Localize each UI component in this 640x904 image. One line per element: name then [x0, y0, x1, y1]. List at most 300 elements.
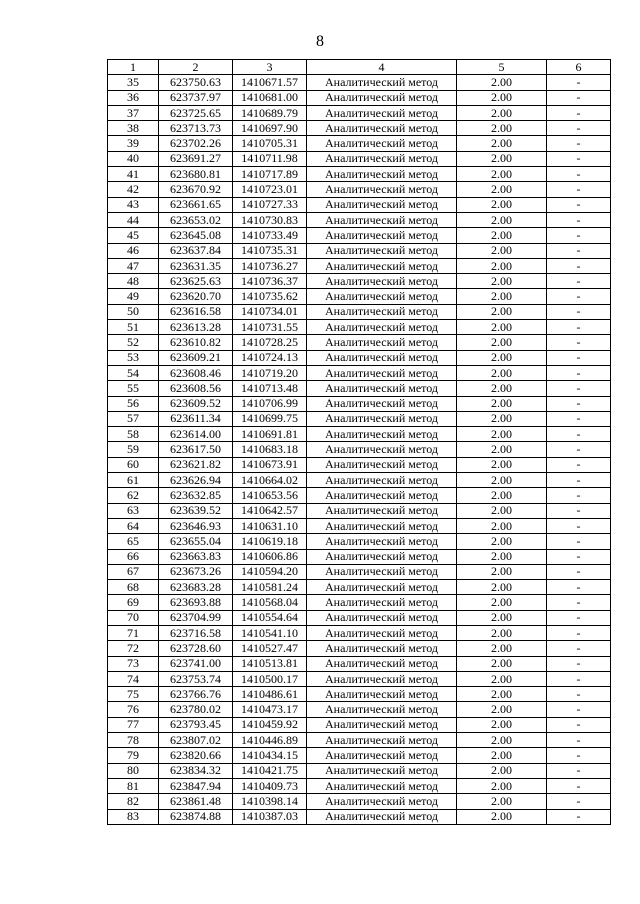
table-row	[108, 442, 611, 457]
note-cell: -	[547, 625, 611, 640]
note-cell: -	[547, 411, 611, 426]
method-cell: Аналитический метод	[307, 671, 457, 686]
point-number-cell: 69	[108, 595, 159, 610]
x-coordinate-cell: 623741.00	[159, 656, 233, 671]
table-row	[108, 90, 611, 105]
accuracy-cell: 2.00	[457, 473, 547, 488]
table-row	[108, 381, 611, 396]
accuracy-cell: 2.00	[457, 503, 547, 518]
y-coordinate-cell: 1410727.33	[233, 197, 307, 212]
y-coordinate-cell: 1410398.14	[233, 794, 307, 809]
point-number-cell: 35	[108, 75, 159, 90]
note-cell: -	[547, 105, 611, 120]
method-cell: Аналитический метод	[307, 243, 457, 258]
note-cell: -	[547, 151, 611, 166]
y-coordinate-cell: 1410736.27	[233, 258, 307, 273]
note-cell: -	[547, 228, 611, 243]
table-row	[108, 212, 611, 227]
y-coordinate-cell: 1410473.17	[233, 702, 307, 717]
note-cell: -	[547, 809, 611, 824]
table-row	[108, 197, 611, 212]
table-row	[108, 274, 611, 289]
point-number-cell: 62	[108, 488, 159, 503]
y-coordinate-cell: 1410387.03	[233, 809, 307, 824]
x-coordinate-cell: 623680.81	[159, 167, 233, 182]
note-cell: -	[547, 274, 611, 289]
method-cell: Аналитический метод	[307, 396, 457, 411]
note-cell: -	[547, 258, 611, 273]
accuracy-cell: 2.00	[457, 136, 547, 151]
table-row	[108, 748, 611, 763]
note-cell: -	[547, 289, 611, 304]
y-coordinate-cell: 1410619.18	[233, 534, 307, 549]
point-number-cell: 81	[108, 778, 159, 793]
accuracy-cell: 2.00	[457, 549, 547, 564]
accuracy-cell: 2.00	[457, 304, 547, 319]
method-cell: Аналитический метод	[307, 182, 457, 197]
x-coordinate-cell: 623620.70	[159, 289, 233, 304]
table-body	[108, 75, 611, 825]
accuracy-cell: 2.00	[457, 809, 547, 824]
note-cell: -	[547, 488, 611, 503]
table-row	[108, 457, 611, 472]
x-coordinate-cell: 623613.28	[159, 320, 233, 335]
point-number-cell: 83	[108, 809, 159, 824]
table-row	[108, 258, 611, 273]
y-coordinate-cell: 1410728.25	[233, 335, 307, 350]
x-coordinate-cell: 623847.94	[159, 778, 233, 793]
point-number-cell: 64	[108, 518, 159, 533]
y-coordinate-cell: 1410513.81	[233, 656, 307, 671]
y-coordinate-cell: 1410459.92	[233, 717, 307, 732]
point-number-cell: 44	[108, 212, 159, 227]
x-coordinate-cell: 623704.99	[159, 610, 233, 625]
point-number-cell: 41	[108, 167, 159, 182]
table-row	[108, 75, 611, 90]
method-cell: Аналитический метод	[307, 151, 457, 166]
x-coordinate-cell: 623820.66	[159, 748, 233, 763]
x-coordinate-cell: 623646.93	[159, 518, 233, 533]
table-row	[108, 136, 611, 151]
x-coordinate-cell: 623637.84	[159, 243, 233, 258]
point-number-cell: 72	[108, 641, 159, 656]
note-cell: -	[547, 610, 611, 625]
note-cell: -	[547, 717, 611, 732]
point-number-cell: 54	[108, 365, 159, 380]
note-cell: -	[547, 687, 611, 702]
y-coordinate-cell: 1410691.81	[233, 427, 307, 442]
table-row	[108, 151, 611, 166]
point-number-cell: 74	[108, 671, 159, 686]
note-cell: -	[547, 733, 611, 748]
method-cell: Аналитический метод	[307, 457, 457, 472]
x-coordinate-cell: 623807.02	[159, 733, 233, 748]
table-row	[108, 518, 611, 533]
table-row	[108, 488, 611, 503]
page-number: 8	[316, 33, 324, 50]
accuracy-cell: 2.00	[457, 534, 547, 549]
accuracy-cell: 2.00	[457, 335, 547, 350]
x-coordinate-cell: 623670.92	[159, 182, 233, 197]
note-cell: -	[547, 427, 611, 442]
x-coordinate-cell: 623693.88	[159, 595, 233, 610]
note-cell: -	[547, 778, 611, 793]
y-coordinate-cell: 1410730.83	[233, 212, 307, 227]
accuracy-cell: 2.00	[457, 656, 547, 671]
y-coordinate-cell: 1410706.99	[233, 396, 307, 411]
method-cell: Аналитический метод	[307, 595, 457, 610]
table-row	[108, 687, 611, 702]
point-number-cell: 61	[108, 473, 159, 488]
point-number-cell: 60	[108, 457, 159, 472]
x-coordinate-cell: 623753.74	[159, 671, 233, 686]
note-cell: -	[547, 304, 611, 319]
accuracy-cell: 2.00	[457, 197, 547, 212]
point-number-cell: 37	[108, 105, 159, 120]
accuracy-cell: 2.00	[457, 381, 547, 396]
x-coordinate-cell: 623625.63	[159, 274, 233, 289]
y-coordinate-cell: 1410735.62	[233, 289, 307, 304]
table-row	[108, 503, 611, 518]
table-row	[108, 809, 611, 824]
y-coordinate-cell: 1410653.56	[233, 488, 307, 503]
y-coordinate-cell: 1410631.10	[233, 518, 307, 533]
x-coordinate-cell: 623631.35	[159, 258, 233, 273]
point-number-cell: 38	[108, 121, 159, 136]
y-coordinate-cell: 1410486.61	[233, 687, 307, 702]
column-header-2: 2	[159, 60, 233, 75]
accuracy-cell: 2.00	[457, 228, 547, 243]
x-coordinate-cell: 623661.65	[159, 197, 233, 212]
x-coordinate-cell: 623874.88	[159, 809, 233, 824]
table-row	[108, 656, 611, 671]
point-number-cell: 52	[108, 335, 159, 350]
note-cell: -	[547, 549, 611, 564]
point-number-cell: 63	[108, 503, 159, 518]
y-coordinate-cell: 1410735.31	[233, 243, 307, 258]
table-row	[108, 350, 611, 365]
method-cell: Аналитический метод	[307, 733, 457, 748]
table-row	[108, 243, 611, 258]
method-cell: Аналитический метод	[307, 105, 457, 120]
x-coordinate-cell: 623793.45	[159, 717, 233, 732]
x-coordinate-cell: 623834.32	[159, 763, 233, 778]
accuracy-cell: 2.00	[457, 350, 547, 365]
point-number-cell: 59	[108, 442, 159, 457]
accuracy-cell: 2.00	[457, 595, 547, 610]
point-number-cell: 79	[108, 748, 159, 763]
method-cell: Аналитический метод	[307, 258, 457, 273]
y-coordinate-cell: 1410733.49	[233, 228, 307, 243]
accuracy-cell: 2.00	[457, 427, 547, 442]
table-header-row	[108, 60, 611, 75]
table-row	[108, 534, 611, 549]
method-cell: Аналитический метод	[307, 564, 457, 579]
accuracy-cell: 2.00	[457, 167, 547, 182]
x-coordinate-cell: 623728.60	[159, 641, 233, 656]
note-cell: -	[547, 595, 611, 610]
x-coordinate-cell: 623610.82	[159, 335, 233, 350]
table-row	[108, 182, 611, 197]
point-number-cell: 43	[108, 197, 159, 212]
note-cell: -	[547, 518, 611, 533]
accuracy-cell: 2.00	[457, 182, 547, 197]
table-row	[108, 778, 611, 793]
x-coordinate-cell: 623683.28	[159, 580, 233, 595]
method-cell: Аналитический метод	[307, 549, 457, 564]
point-number-cell: 66	[108, 549, 159, 564]
x-coordinate-cell: 623663.83	[159, 549, 233, 564]
y-coordinate-cell: 1410689.79	[233, 105, 307, 120]
y-coordinate-cell: 1410434.15	[233, 748, 307, 763]
method-cell: Аналитический метод	[307, 320, 457, 335]
table-row	[108, 473, 611, 488]
note-cell: -	[547, 641, 611, 656]
y-coordinate-cell: 1410713.48	[233, 381, 307, 396]
point-number-cell: 75	[108, 687, 159, 702]
x-coordinate-cell: 623673.26	[159, 564, 233, 579]
y-coordinate-cell: 1410671.57	[233, 75, 307, 90]
method-cell: Аналитический метод	[307, 518, 457, 533]
point-number-cell: 55	[108, 381, 159, 396]
note-cell: -	[547, 167, 611, 182]
accuracy-cell: 2.00	[457, 671, 547, 686]
note-cell: -	[547, 580, 611, 595]
accuracy-cell: 2.00	[457, 90, 547, 105]
x-coordinate-cell: 623614.00	[159, 427, 233, 442]
point-number-cell: 73	[108, 656, 159, 671]
table-row	[108, 641, 611, 656]
x-coordinate-cell: 623713.73	[159, 121, 233, 136]
table-row	[108, 289, 611, 304]
y-coordinate-cell: 1410568.04	[233, 595, 307, 610]
y-coordinate-cell: 1410719.20	[233, 365, 307, 380]
y-coordinate-cell: 1410421.75	[233, 763, 307, 778]
note-cell: -	[547, 763, 611, 778]
y-coordinate-cell: 1410527.47	[233, 641, 307, 656]
point-number-cell: 78	[108, 733, 159, 748]
accuracy-cell: 2.00	[457, 702, 547, 717]
table-row	[108, 365, 611, 380]
table-row	[108, 595, 611, 610]
x-coordinate-cell: 623766.76	[159, 687, 233, 702]
method-cell: Аналитический метод	[307, 289, 457, 304]
x-coordinate-cell: 623608.46	[159, 365, 233, 380]
note-cell: -	[547, 748, 611, 763]
method-cell: Аналитический метод	[307, 656, 457, 671]
accuracy-cell: 2.00	[457, 274, 547, 289]
x-coordinate-cell: 623653.02	[159, 212, 233, 227]
method-cell: Аналитический метод	[307, 365, 457, 380]
method-cell: Аналитический метод	[307, 503, 457, 518]
method-cell: Аналитический метод	[307, 610, 457, 625]
y-coordinate-cell: 1410724.13	[233, 350, 307, 365]
accuracy-cell: 2.00	[457, 488, 547, 503]
accuracy-cell: 2.00	[457, 151, 547, 166]
x-coordinate-cell: 623632.85	[159, 488, 233, 503]
table-row	[108, 625, 611, 640]
method-cell: Аналитический метод	[307, 121, 457, 136]
note-cell: -	[547, 365, 611, 380]
accuracy-cell: 2.00	[457, 580, 547, 595]
accuracy-cell: 2.00	[457, 687, 547, 702]
method-cell: Аналитический метод	[307, 473, 457, 488]
method-cell: Аналитический метод	[307, 534, 457, 549]
accuracy-cell: 2.00	[457, 625, 547, 640]
note-cell: -	[547, 320, 611, 335]
note-cell: -	[547, 702, 611, 717]
x-coordinate-cell: 623611.34	[159, 411, 233, 426]
method-cell: Аналитический метод	[307, 228, 457, 243]
accuracy-cell: 2.00	[457, 610, 547, 625]
point-number-cell: 49	[108, 289, 159, 304]
point-number-cell: 58	[108, 427, 159, 442]
method-cell: Аналитический метод	[307, 580, 457, 595]
point-number-cell: 45	[108, 228, 159, 243]
note-cell: -	[547, 75, 611, 90]
x-coordinate-cell: 623617.50	[159, 442, 233, 457]
column-header-6: 6	[547, 60, 611, 75]
note-cell: -	[547, 473, 611, 488]
table-row	[108, 396, 611, 411]
accuracy-cell: 2.00	[457, 396, 547, 411]
x-coordinate-cell: 623716.58	[159, 625, 233, 640]
accuracy-cell: 2.00	[457, 320, 547, 335]
method-cell: Аналитический метод	[307, 778, 457, 793]
point-number-cell: 76	[108, 702, 159, 717]
table-row	[108, 733, 611, 748]
method-cell: Аналитический метод	[307, 167, 457, 182]
note-cell: -	[547, 794, 611, 809]
note-cell: -	[547, 243, 611, 258]
method-cell: Аналитический метод	[307, 687, 457, 702]
note-cell: -	[547, 197, 611, 212]
y-coordinate-cell: 1410705.31	[233, 136, 307, 151]
y-coordinate-cell: 1410734.01	[233, 304, 307, 319]
note-cell: -	[547, 212, 611, 227]
note-cell: -	[547, 121, 611, 136]
method-cell: Аналитический метод	[307, 274, 457, 289]
accuracy-cell: 2.00	[457, 717, 547, 732]
point-number-cell: 56	[108, 396, 159, 411]
accuracy-cell: 2.00	[457, 641, 547, 656]
accuracy-cell: 2.00	[457, 411, 547, 426]
note-cell: -	[547, 350, 611, 365]
point-number-cell: 71	[108, 625, 159, 640]
point-number-cell: 68	[108, 580, 159, 595]
point-number-cell: 48	[108, 274, 159, 289]
method-cell: Аналитический метод	[307, 717, 457, 732]
x-coordinate-cell: 623655.04	[159, 534, 233, 549]
method-cell: Аналитический метод	[307, 304, 457, 319]
method-cell: Аналитический метод	[307, 809, 457, 824]
point-number-cell: 53	[108, 350, 159, 365]
accuracy-cell: 2.00	[457, 763, 547, 778]
note-cell: -	[547, 381, 611, 396]
accuracy-cell: 2.00	[457, 518, 547, 533]
accuracy-cell: 2.00	[457, 778, 547, 793]
point-number-cell: 57	[108, 411, 159, 426]
note-cell: -	[547, 503, 611, 518]
x-coordinate-cell: 623861.48	[159, 794, 233, 809]
y-coordinate-cell: 1410711.98	[233, 151, 307, 166]
table-row	[108, 320, 611, 335]
y-coordinate-cell: 1410606.86	[233, 549, 307, 564]
table-row	[108, 580, 611, 595]
point-number-cell: 67	[108, 564, 159, 579]
table-row	[108, 411, 611, 426]
table-row	[108, 564, 611, 579]
point-number-cell: 46	[108, 243, 159, 258]
y-coordinate-cell: 1410642.57	[233, 503, 307, 518]
method-cell: Аналитический метод	[307, 381, 457, 396]
column-header-1: 1	[108, 60, 159, 75]
table-row	[108, 335, 611, 350]
accuracy-cell: 2.00	[457, 794, 547, 809]
accuracy-cell: 2.00	[457, 105, 547, 120]
table-row	[108, 304, 611, 319]
y-coordinate-cell: 1410673.91	[233, 457, 307, 472]
point-number-cell: 39	[108, 136, 159, 151]
note-cell: -	[547, 671, 611, 686]
x-coordinate-cell: 623645.08	[159, 228, 233, 243]
table-row	[108, 167, 611, 182]
y-coordinate-cell: 1410594.20	[233, 564, 307, 579]
note-cell: -	[547, 136, 611, 151]
accuracy-cell: 2.00	[457, 564, 547, 579]
note-cell: -	[547, 396, 611, 411]
accuracy-cell: 2.00	[457, 75, 547, 90]
point-number-cell: 51	[108, 320, 159, 335]
x-coordinate-cell: 623608.56	[159, 381, 233, 396]
note-cell: -	[547, 564, 611, 579]
x-coordinate-cell: 623737.97	[159, 90, 233, 105]
note-cell: -	[547, 335, 611, 350]
point-number-cell: 50	[108, 304, 159, 319]
method-cell: Аналитический метод	[307, 335, 457, 350]
point-number-cell: 82	[108, 794, 159, 809]
y-coordinate-cell: 1410683.18	[233, 442, 307, 457]
column-header-4: 4	[307, 60, 457, 75]
y-coordinate-cell: 1410697.90	[233, 121, 307, 136]
y-coordinate-cell: 1410731.55	[233, 320, 307, 335]
point-number-cell: 47	[108, 258, 159, 273]
method-cell: Аналитический метод	[307, 748, 457, 763]
table-row	[108, 702, 611, 717]
y-coordinate-cell: 1410500.17	[233, 671, 307, 686]
note-cell: -	[547, 534, 611, 549]
accuracy-cell: 2.00	[457, 733, 547, 748]
note-cell: -	[547, 442, 611, 457]
accuracy-cell: 2.00	[457, 121, 547, 136]
method-cell: Аналитический метод	[307, 136, 457, 151]
table-row	[108, 121, 611, 136]
method-cell: Аналитический метод	[307, 411, 457, 426]
y-coordinate-cell: 1410581.24	[233, 580, 307, 595]
x-coordinate-cell: 623691.27	[159, 151, 233, 166]
table-row	[108, 427, 611, 442]
table-row	[108, 763, 611, 778]
x-coordinate-cell: 623621.82	[159, 457, 233, 472]
x-coordinate-cell: 623750.63	[159, 75, 233, 90]
point-number-cell: 80	[108, 763, 159, 778]
x-coordinate-cell: 623702.26	[159, 136, 233, 151]
y-coordinate-cell: 1410664.02	[233, 473, 307, 488]
x-coordinate-cell: 623609.21	[159, 350, 233, 365]
method-cell: Аналитический метод	[307, 794, 457, 809]
x-coordinate-cell: 623780.02	[159, 702, 233, 717]
x-coordinate-cell: 623639.52	[159, 503, 233, 518]
